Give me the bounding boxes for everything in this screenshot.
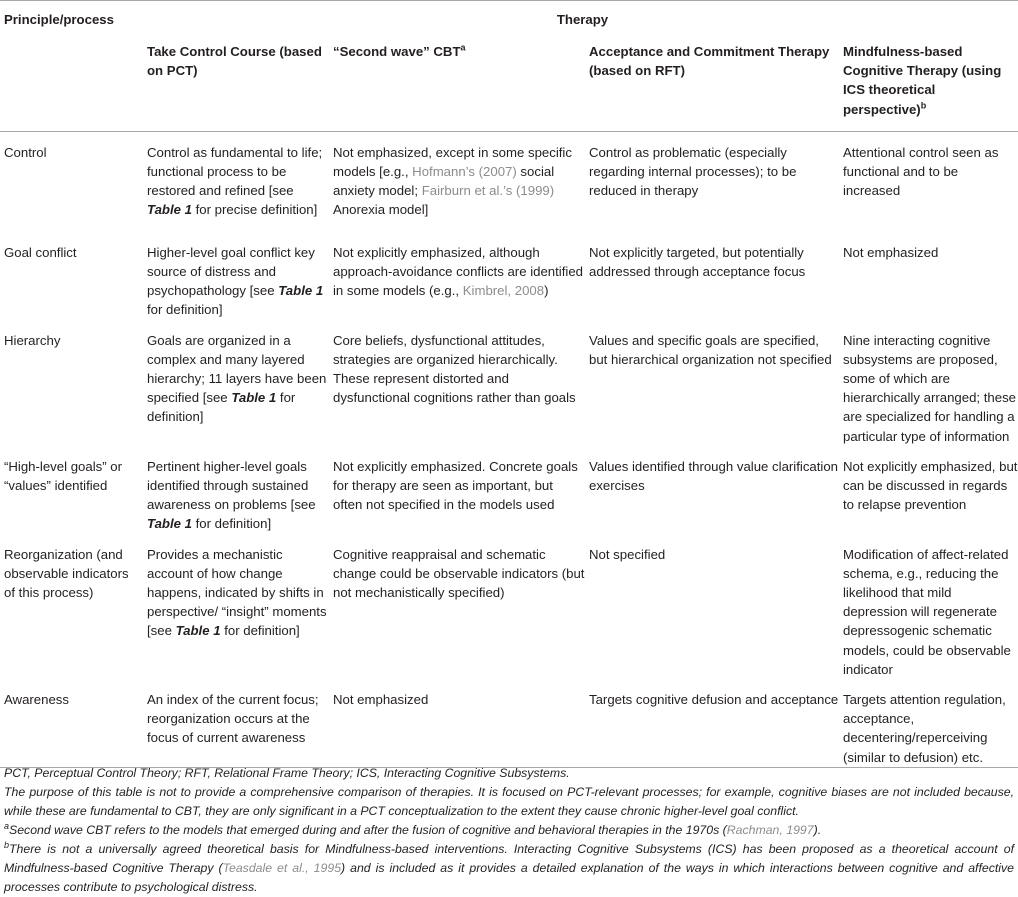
cell-cbt: Cognitive reappraisal and schematic change could be observable indicators (but not mechanistically specified)	[333, 546, 585, 601]
footnote-a-end: ).	[813, 823, 822, 837]
cell-mbct: Targets attention regulation, acceptance, decentering/reperceiving (similar to defusion) etc.	[843, 692, 1006, 765]
cell-cbt: Not emphasized	[333, 692, 429, 708]
footnote-b-mark: b	[4, 839, 10, 850]
col-header-cbt	[329, 41, 585, 131]
col-header-act: Acceptance and Commitment Therapy (based on RFT)	[589, 44, 830, 79]
cell-cbt: Core beliefs, dysfunctional attitudes, strategies are organized hierarchically. These represent distorted and dysfunctional cognitions rather than goals	[333, 332, 576, 406]
cell-mbct: Attentional control seen as functional and to be increased	[843, 144, 999, 199]
table-reference-link[interactable]: Table 1	[147, 202, 192, 218]
cell-act: Control as problematic (especially regarding internal processes); to be reduced in therapy	[589, 144, 797, 199]
citation-link[interactable]: Teasdale et al., 1995	[222, 861, 342, 875]
cell-mbct: Modification of affect-related schema, e.g., reducing the likelihood that mild depression will regenerate depressogenic schematic models, could be observable indicator	[843, 546, 1011, 677]
cell-text: Control as fundamental to life; functional process to be restored and refined [see	[147, 144, 323, 199]
row-label: Awareness	[4, 692, 69, 708]
row-label: Goal conflict	[4, 244, 77, 260]
cell-mbct: Not emphasized	[843, 244, 939, 260]
header-row-top	[0, 1, 1018, 42]
citation-link[interactable]: Rachman, 1997	[726, 823, 814, 837]
footnote-a-text: Second wave CBT refers to the models that emerged during and after the fusion of cognitive and behavioral therapies in the 1970s (	[9, 823, 727, 837]
table-reference-link[interactable]: Table 1	[175, 623, 221, 639]
footnote-mark-b: b	[920, 100, 927, 111]
cell-text: for definition]	[220, 623, 300, 639]
col-header-mbct-text: Mindfulness-based Cognitive Therapy (using ICS theoretical perspective)	[843, 44, 1002, 117]
cell-take-control	[143, 446, 329, 534]
footnote-a	[4, 821, 1014, 840]
cell-take-control	[143, 131, 329, 232]
cell-text: Higher-level goal conflict key source of distress and psychopathology [see	[147, 244, 315, 299]
cell-take-control	[143, 534, 329, 679]
therapy-header: Therapy	[143, 1, 1018, 42]
table-row	[0, 446, 1018, 534]
cell-take-control	[143, 232, 329, 320]
footnote-purpose: The purpose of this table is not to provide a comprehensive comparison of therapies. It is focused on PCT-relevant processes; for example, cognitive biases are not included because, while these are fundamental to CBT, they are only significant in a PCT conceptualization to the extent they cause chronic higher-level goal conflict.	[4, 785, 1014, 818]
empty-header-cell	[0, 41, 143, 131]
cell-take-control	[143, 320, 329, 446]
cell-text: Not emphasized, except in some specific models [e.g.,	[333, 144, 572, 180]
col-header-cbt-text: “Second wave” CBT	[333, 44, 461, 59]
cell-act: Values identified through value clarification exercises	[589, 458, 839, 494]
cell-text: )	[544, 283, 549, 299]
table-row	[0, 232, 1018, 320]
cell-text: Anorexia model]	[333, 202, 429, 218]
cell-text: for definition]	[147, 390, 296, 425]
cell-cbt	[329, 131, 585, 232]
cell-text: Goals are organized in a complex and many layered hierarchy; 11 layers have been specified [see	[147, 332, 327, 406]
cell-text: for precise definition]	[191, 202, 318, 218]
citation-link[interactable]: Kimbrel, 2008	[462, 283, 545, 299]
cell-cbt: Not explicitly emphasized. Concrete goals for therapy are seen as important, but often not specified in the models used	[333, 458, 578, 513]
table-row	[0, 131, 1018, 232]
cell-text: for definition]	[191, 516, 272, 532]
footnote-b-text-end: ) and is included as it provides a detailed explanation of the ways in which interactions between cognitive and affective processes contribute to psychological distress.	[4, 861, 1014, 894]
footnote-abbreviations: PCT, Perceptual Control Theory; RFT, Relational Frame Theory; ICS, Interacting Cognitive Subsystems.	[4, 766, 570, 780]
cell-act: Not explicitly targeted, but potentially addressed through acceptance focus	[589, 244, 806, 280]
cell-mbct: Not explicitly emphasized, but can be discussed in regards to relapse prevention	[843, 458, 1018, 513]
footnote-a-mark: a	[4, 820, 10, 831]
table-footnotes	[4, 764, 1014, 897]
row-label: Control	[4, 144, 47, 160]
table-row	[0, 534, 1018, 679]
table-row	[0, 679, 1018, 767]
row-label: Hierarchy	[4, 332, 61, 348]
table-row	[0, 320, 1018, 446]
cell-text: Not explicitly emphasized, although approach-avoidance conflicts are identified in some models (e.g.,	[333, 244, 583, 299]
footnote-mark-a: a	[460, 42, 466, 53]
cell-act: Targets cognitive defusion and acceptance	[589, 692, 839, 708]
row-label: Reorganization (and observable indicators of this process)	[4, 546, 129, 601]
citation-link[interactable]: Hofmann’s (2007)	[412, 164, 517, 180]
cell-act: Not specified	[589, 546, 666, 562]
header-row-columns	[0, 41, 1018, 131]
cell-act: Values and specific goals are specified, but hierarchical organization not specified	[589, 332, 832, 367]
footnote-b	[4, 840, 1014, 897]
principle-header: Principle/process	[0, 1, 143, 42]
col-header-mbct	[839, 41, 1018, 131]
table-reference-link[interactable]: Table 1	[278, 283, 324, 299]
cell-text: for definition]	[147, 302, 223, 318]
table-reference-link[interactable]: Table 1	[147, 516, 192, 532]
row-label: “High-level goals” or “values” identified	[4, 458, 122, 494]
cell-mbct: Nine interacting cognitive subsystems are proposed, some of which are hierarchically arranged; these are specialized for handling a particular type of information	[843, 332, 1016, 444]
cell-text: social anxiety model;	[333, 164, 555, 199]
footnote-b-text: There is not a universally agreed theoretical basis for Mindfulness-based interventions. Interacting Cognitive Subsystems (ICS) has been proposed as a theoretical account of Mindfulness-based Cognitive Therapy (	[4, 842, 1014, 875]
cell-text: Provides a mechanistic account of how change happens, indicated by shifts in perspective/ “insight” moments [see	[147, 546, 327, 639]
cell-text: Pertinent higher-level goals identified through sustained awareness on problems [see	[147, 458, 316, 513]
col-header-take-control: Take Control Course (based on PCT)	[147, 44, 322, 79]
table-reference-link[interactable]: Table 1	[231, 390, 277, 406]
cell-take-control: An index of the current focus; reorganization occurs at the focus of current awareness	[147, 692, 319, 746]
cell-cbt	[329, 232, 585, 320]
citation-link[interactable]: Fairburn et al.’s (1999)	[421, 183, 555, 199]
